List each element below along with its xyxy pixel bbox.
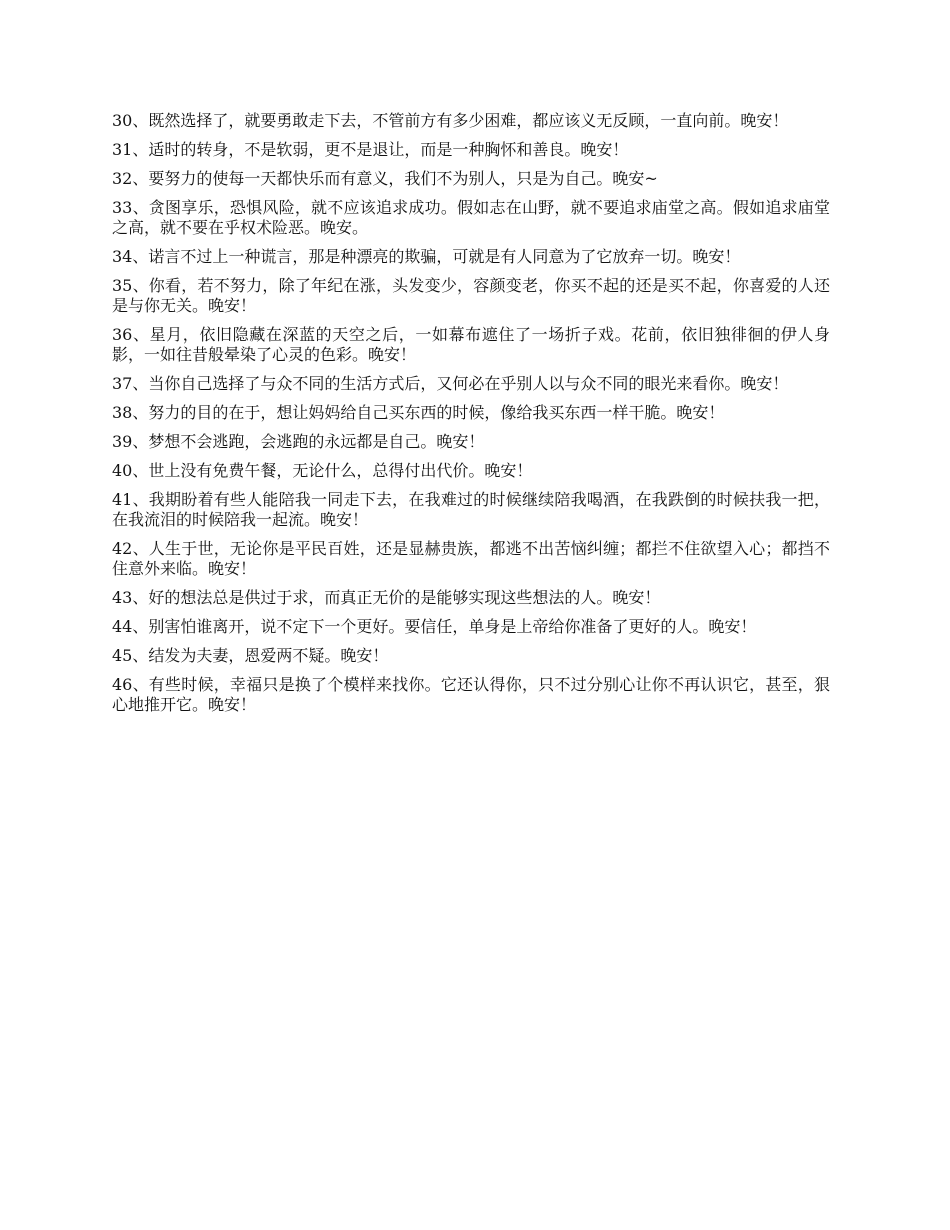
paragraph-46: 46、有些时候，幸福只是换了个模样来找你。它还认得你，只不过分别心让你不再认识它，甚至，狠心地推开它。晚安！ xyxy=(112,675,830,714)
paragraph-30: 30、既然选择了，就要勇敢走下去，不管前方有多少困难，都应该义无反顾，一直向前。晚安！ xyxy=(112,111,789,130)
paragraph-44: 44、别害怕谁离开，说不定下一个更好。要信任，单身是上帝给你准备了更好的人。晚安！ xyxy=(112,617,757,636)
paragraph-38: 38、努力的目的在于，想让妈妈给自己买东西的时候，像给我买东西一样干脆。晚安！ xyxy=(112,403,725,422)
paragraph-35: 35、你看，若不努力，除了年纪在涨，头发变少，容颜变老，你买不起的还是买不起，你喜爱的人还是与你无关。晚安！ xyxy=(112,276,830,315)
paragraph-37: 37、当你自己选择了与众不同的生活方式后，又何必在乎别人以与众不同的眼光来看你。晚安！ xyxy=(112,374,789,393)
paragraph-39: 39、梦想不会逃跑，会逃跑的永远都是自己。晚安！ xyxy=(112,432,485,451)
paragraph-34: 34、诺言不过上一种谎言，那是种漂亮的欺骗，可就是有人同意为了它放弃一切。晚安！ xyxy=(112,247,741,266)
paragraph-42: 42、人生于世，无论你是平民百姓，还是显赫贵族，都逃不出苦恼纠缠；都拦不住欲望入心；都挡不住意外来临。晚安！ xyxy=(112,539,830,578)
paragraph-33: 33、贪图享乐，恐惧风险，就不应该追求成功。假如志在山野，就不要追求庙堂之高。假如追求庙堂之高，就不要在乎权术险恶。晚安。 xyxy=(112,198,830,237)
paragraph-43: 43、好的想法总是供过于求，而真正无价的是能够实现这些想法的人。晚安！ xyxy=(112,588,661,607)
paragraph-41: 41、我期盼着有些人能陪我一同走下去，在我难过的时候继续陪我喝酒，在我跌倒的时候扶我一把，在我流泪的时候陪我一起流。晚安！ xyxy=(112,490,830,529)
paragraph-45: 45、结发为夫妻，恩爱两不疑。晚安！ xyxy=(112,646,389,665)
document-body xyxy=(112,111,830,724)
paragraph-40: 40、世上没有免费午餐，无论什么，总得付出代价。晚安！ xyxy=(112,461,533,480)
paragraph-36: 36、星月，依旧隐藏在深蓝的天空之后，一如幕布遮住了一场折子戏。花前，依旧独徘徊的伊人身影，一如往昔般晕染了心灵的色彩。晚安！ xyxy=(112,325,830,364)
paragraph-32: 32、要努力的使每一天都快乐而有意义，我们不为别人，只是为自己。晚安~ xyxy=(112,169,658,188)
paragraph-31: 31、适时的转身，不是软弱，更不是退让，而是一种胸怀和善良。晚安！ xyxy=(112,140,629,159)
